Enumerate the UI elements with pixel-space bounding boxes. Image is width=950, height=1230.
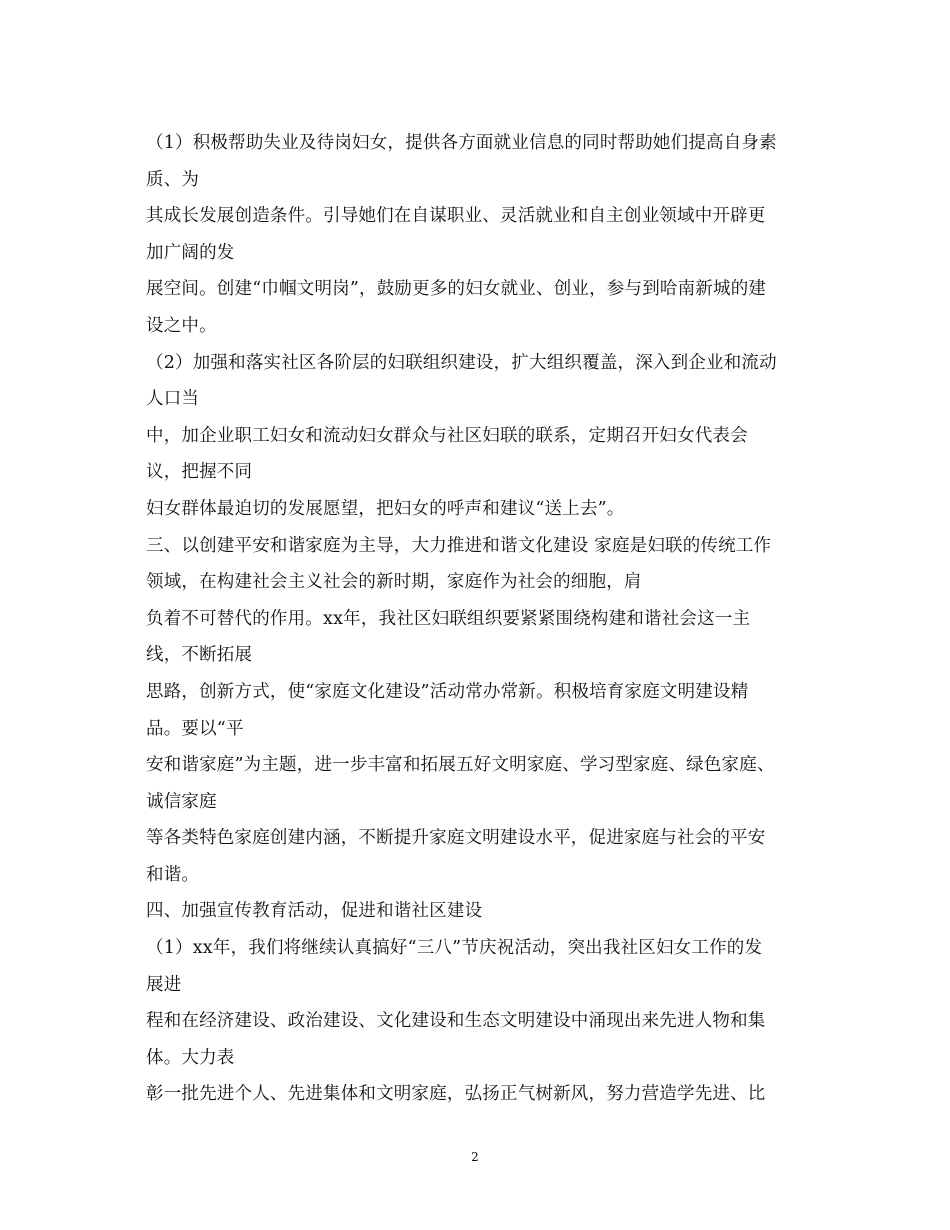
text-line: 中，加企业职工妇女和流动妇女群众与社区妇联的联系，定期召开妇女代表会 [146, 425, 748, 446]
text-line: 质、为 [146, 169, 200, 190]
document-body [146, 129, 826, 1117]
text-line: 思路，创新方式，使“家庭文化建设”活动常办常新。积极培育家庭文明建设精 [146, 681, 749, 702]
text-line: 加广阔的发 [146, 242, 235, 263]
text-line: 展进 [146, 974, 182, 995]
text-line: 展空间。创建“巾帼文明岗”，鼓励更多的妇女就业、创业，参与到哈南新城的建 [146, 279, 767, 300]
text-line: 负着不可替代的作用。xx年，我社区妇联组织要紧紧围绕构建和谐社会这一主 [146, 608, 751, 629]
text-line: （2）加强和落实社区各阶层的妇联组织建设，扩大组织覆盖，深入到企业和流动 [146, 352, 777, 373]
page-number: 2 [471, 1150, 479, 1164]
text-line: （1）xx年，我们将继续认真搞好“三八”节庆祝活动，突出我社区妇女工作的发 [146, 938, 763, 959]
text-line: 线，不断拓展 [146, 645, 253, 666]
text-line: 人口当 [146, 389, 200, 410]
text-line: 体。大力表 [146, 1047, 235, 1068]
text-line: 诚信家庭 [146, 791, 217, 812]
text-line: 领域，在构建社会主义社会的新时期，家庭作为社会的细胞，肩 [146, 572, 642, 593]
text-line: （1）积极帮助失业及待岗妇女，提供各方面就业信息的同时帮助她们提高自身素 [146, 133, 777, 153]
text-line: 彰一批先进个人、先进集体和文明家庭，弘扬正气树新风，努力营造学先进、比 [146, 1084, 766, 1105]
text-line: 其成长发展创造条件。引导她们在自谋职业、灵活就业和自主创业领域中开辟更 [146, 206, 766, 227]
text-line: 品。要以“平 [146, 718, 244, 739]
section-heading-line: 三、以创建平安和谐家庭为主导，大力推进和谐文化建设 家庭是妇联的传统工作 [146, 535, 772, 556]
text-line: 妇女群体最迫切的发展愿望，把妇女的呼声和建议“送上去”。 [146, 498, 625, 519]
text-line: 议，把握不同 [146, 462, 253, 483]
text-line: 程和在经济建设、政治建设、文化建设和生态文明建设中涌现出来先进人物和集 [146, 1011, 766, 1032]
text-line: 等各类特色家庭创建内涵，不断提升家庭文明建设水平，促进家庭与社会的平安 [146, 828, 766, 849]
text-line: 安和谐家庭”为主题，进一步丰富和拓展五好文明家庭、学习型家庭、绿色家庭、 [146, 755, 775, 776]
text-line: 设之中。 [146, 315, 217, 336]
text-line: 和谐。 [146, 864, 200, 885]
section-heading-line: 四、加强宣传教育活动，促进和谐社区建设 [146, 901, 483, 922]
